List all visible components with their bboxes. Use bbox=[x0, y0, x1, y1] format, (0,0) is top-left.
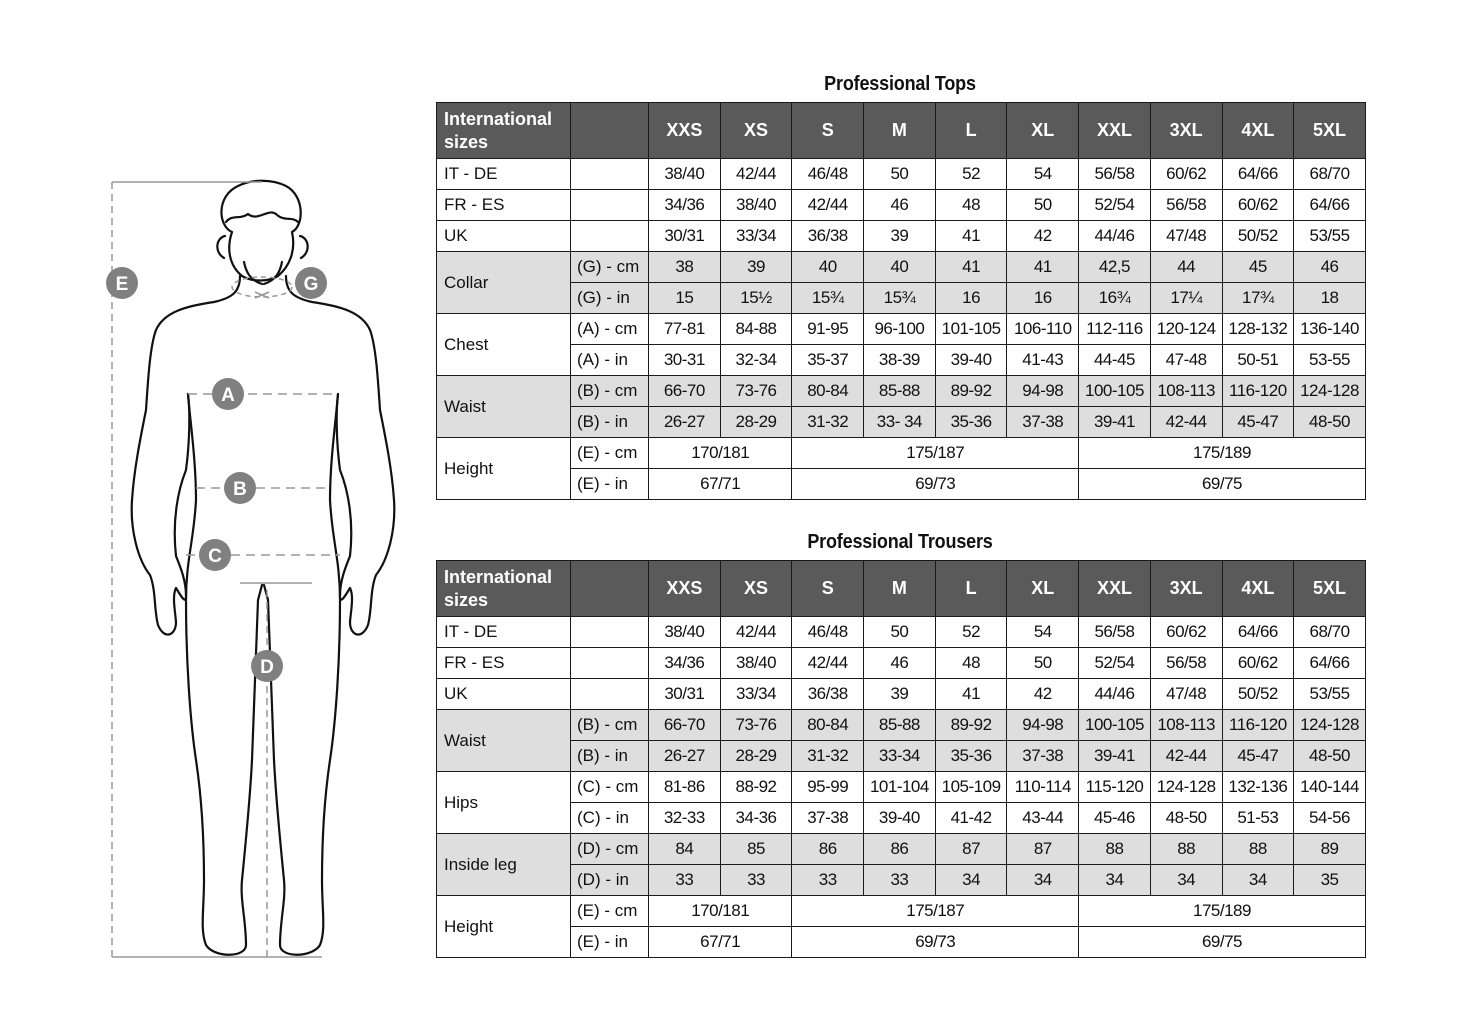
size-value: 94-98 bbox=[1007, 710, 1079, 741]
size-value: 66-70 bbox=[649, 710, 721, 741]
trousers-size-table bbox=[436, 560, 1366, 958]
size-value: 43-44 bbox=[1007, 803, 1079, 834]
size-value: 60/62 bbox=[1150, 159, 1222, 190]
table-row bbox=[437, 314, 1366, 345]
size-value: 110-114 bbox=[1007, 772, 1079, 803]
size-value: 88 bbox=[1222, 834, 1294, 865]
size-header-4xl: 4XL bbox=[1222, 103, 1294, 159]
size-value: 47/48 bbox=[1150, 679, 1222, 710]
size-value: 39 bbox=[864, 221, 936, 252]
measure-label-D bbox=[251, 650, 283, 682]
size-value: 34 bbox=[1079, 865, 1151, 896]
size-value: 46/48 bbox=[792, 617, 864, 648]
table-row bbox=[437, 221, 1366, 252]
table-row bbox=[437, 376, 1366, 407]
size-value: 140-144 bbox=[1294, 772, 1366, 803]
header-label: International sizes bbox=[437, 561, 571, 617]
size-value: 42/44 bbox=[792, 190, 864, 221]
size-value: 56/58 bbox=[1079, 617, 1151, 648]
size-header-3xl: 3XL bbox=[1150, 103, 1222, 159]
size-value: 128-132 bbox=[1222, 314, 1294, 345]
size-value: 64/66 bbox=[1222, 617, 1294, 648]
size-value: 124-128 bbox=[1294, 376, 1366, 407]
row-unit bbox=[571, 190, 649, 221]
size-value: 33/34 bbox=[720, 679, 792, 710]
size-value: 44-45 bbox=[1079, 345, 1151, 376]
size-value: 38 bbox=[649, 252, 721, 283]
height-value: 67/71 bbox=[649, 927, 792, 958]
size-value: 35-36 bbox=[935, 741, 1007, 772]
size-value: 45-47 bbox=[1222, 407, 1294, 438]
size-value: 68/70 bbox=[1294, 617, 1366, 648]
row-unit: (A) - cm bbox=[571, 314, 649, 345]
size-value: 88-92 bbox=[720, 772, 792, 803]
size-header-xl: XL bbox=[1007, 103, 1079, 159]
size-value: 38/40 bbox=[649, 159, 721, 190]
row-unit: (B) - in bbox=[571, 741, 649, 772]
size-value: 48-50 bbox=[1150, 803, 1222, 834]
size-value: 42-44 bbox=[1150, 741, 1222, 772]
size-value: 40 bbox=[792, 252, 864, 283]
table-header-row bbox=[437, 103, 1366, 159]
size-value: 80-84 bbox=[792, 710, 864, 741]
size-value: 101-104 bbox=[864, 772, 936, 803]
size-value: 39-41 bbox=[1079, 741, 1151, 772]
size-value: 42,5 bbox=[1079, 252, 1151, 283]
size-value: 64/66 bbox=[1294, 648, 1366, 679]
size-value: 39 bbox=[864, 679, 936, 710]
row-unit bbox=[571, 679, 649, 710]
size-value: 30/31 bbox=[649, 221, 721, 252]
height-value: 69/75 bbox=[1079, 469, 1366, 500]
size-header-5xl: 5XL bbox=[1294, 103, 1366, 159]
size-value: 15½ bbox=[720, 283, 792, 314]
row-unit: (D) - in bbox=[571, 865, 649, 896]
size-value: 17¼ bbox=[1150, 283, 1222, 314]
table-row bbox=[437, 803, 1366, 834]
size-value: 42/44 bbox=[792, 648, 864, 679]
size-value: 86 bbox=[792, 834, 864, 865]
size-value: 108-113 bbox=[1150, 710, 1222, 741]
table-row bbox=[437, 190, 1366, 221]
size-value: 34 bbox=[1150, 865, 1222, 896]
size-value: 44/46 bbox=[1079, 679, 1151, 710]
row-unit: (D) - cm bbox=[571, 834, 649, 865]
size-value: 60/62 bbox=[1150, 617, 1222, 648]
size-value: 41-43 bbox=[1007, 345, 1079, 376]
header-unit-blank bbox=[571, 561, 649, 617]
size-value: 42/44 bbox=[720, 159, 792, 190]
size-value: 68/70 bbox=[1294, 159, 1366, 190]
body-outline bbox=[132, 181, 395, 955]
row-unit: (E) - in bbox=[571, 927, 649, 958]
row-category: Collar bbox=[437, 252, 571, 314]
row-category: FR - ES bbox=[437, 190, 571, 221]
size-header-xxs: XXS bbox=[649, 561, 721, 617]
size-value: 86 bbox=[864, 834, 936, 865]
table-row bbox=[437, 648, 1366, 679]
size-value: 33- 34 bbox=[864, 407, 936, 438]
size-value: 96-100 bbox=[864, 314, 936, 345]
size-value: 80-84 bbox=[792, 376, 864, 407]
height-value: 175/189 bbox=[1079, 438, 1366, 469]
size-value: 15¾ bbox=[864, 283, 936, 314]
row-category: Waist bbox=[437, 710, 571, 772]
size-value: 100-105 bbox=[1079, 376, 1151, 407]
row-category: Hips bbox=[437, 772, 571, 834]
size-value: 54-56 bbox=[1294, 803, 1366, 834]
size-value: 105-109 bbox=[935, 772, 1007, 803]
size-value: 50-51 bbox=[1222, 345, 1294, 376]
size-value: 39-41 bbox=[1079, 407, 1151, 438]
size-value: 39-40 bbox=[935, 345, 1007, 376]
table-row bbox=[437, 159, 1366, 190]
size-value: 73-76 bbox=[720, 376, 792, 407]
table-row bbox=[437, 896, 1366, 927]
measure-label-A bbox=[212, 378, 244, 410]
svg-text:B: B bbox=[233, 479, 247, 500]
size-value: 89-92 bbox=[935, 376, 1007, 407]
table-row bbox=[437, 772, 1366, 803]
size-value: 89 bbox=[1294, 834, 1366, 865]
size-value: 94-98 bbox=[1007, 376, 1079, 407]
size-header-xl: XL bbox=[1007, 561, 1079, 617]
row-category: Height bbox=[437, 896, 571, 958]
size-value: 73-76 bbox=[720, 710, 792, 741]
size-value: 38-39 bbox=[864, 345, 936, 376]
size-value: 56/58 bbox=[1079, 159, 1151, 190]
size-value: 41 bbox=[1007, 252, 1079, 283]
size-value: 112-116 bbox=[1079, 314, 1151, 345]
size-value: 46 bbox=[1294, 252, 1366, 283]
size-value: 50 bbox=[864, 159, 936, 190]
size-value: 56/58 bbox=[1150, 190, 1222, 221]
size-value: 33-34 bbox=[864, 741, 936, 772]
size-value: 48 bbox=[935, 648, 1007, 679]
size-value: 116-120 bbox=[1222, 710, 1294, 741]
row-unit: (A) - in bbox=[571, 345, 649, 376]
size-value: 16 bbox=[1007, 283, 1079, 314]
size-value: 41 bbox=[935, 679, 1007, 710]
size-value: 85-88 bbox=[864, 376, 936, 407]
size-value: 36/38 bbox=[792, 679, 864, 710]
measure-label-C bbox=[199, 539, 231, 571]
size-value: 50 bbox=[1007, 190, 1079, 221]
table-row bbox=[437, 469, 1366, 500]
header-unit-blank bbox=[571, 103, 649, 159]
size-value: 52 bbox=[935, 159, 1007, 190]
size-value: 101-105 bbox=[935, 314, 1007, 345]
size-value: 42 bbox=[1007, 221, 1079, 252]
size-value: 64/66 bbox=[1222, 159, 1294, 190]
size-value: 35-36 bbox=[935, 407, 1007, 438]
size-value: 37-38 bbox=[1007, 741, 1079, 772]
row-category: IT - DE bbox=[437, 617, 571, 648]
height-value: 175/187 bbox=[792, 438, 1079, 469]
size-value: 42 bbox=[1007, 679, 1079, 710]
size-value: 47/48 bbox=[1150, 221, 1222, 252]
size-value: 100-105 bbox=[1079, 710, 1151, 741]
size-value: 46 bbox=[864, 648, 936, 679]
size-header-xxl: XXL bbox=[1079, 561, 1151, 617]
height-value: 170/181 bbox=[649, 438, 792, 469]
table-row bbox=[437, 834, 1366, 865]
size-value: 108-113 bbox=[1150, 376, 1222, 407]
height-value: 170/181 bbox=[649, 896, 792, 927]
size-value: 89-92 bbox=[935, 710, 1007, 741]
size-value: 115-120 bbox=[1079, 772, 1151, 803]
size-value: 85 bbox=[720, 834, 792, 865]
size-value: 46/48 bbox=[792, 159, 864, 190]
table-row bbox=[437, 283, 1366, 314]
size-value: 124-128 bbox=[1294, 710, 1366, 741]
size-value: 53/55 bbox=[1294, 679, 1366, 710]
table-row bbox=[437, 252, 1366, 283]
header-label: International sizes bbox=[437, 103, 571, 159]
row-unit: (B) - cm bbox=[571, 710, 649, 741]
size-value: 52 bbox=[935, 617, 1007, 648]
row-category: UK bbox=[437, 221, 571, 252]
size-value: 34 bbox=[1222, 865, 1294, 896]
measure-label-E bbox=[106, 267, 138, 299]
size-value: 132-136 bbox=[1222, 772, 1294, 803]
svg-text:G: G bbox=[303, 274, 319, 295]
size-value: 18 bbox=[1294, 283, 1366, 314]
size-value: 38/40 bbox=[720, 648, 792, 679]
size-value: 87 bbox=[1007, 834, 1079, 865]
size-value: 56/58 bbox=[1150, 648, 1222, 679]
size-value: 34 bbox=[935, 865, 1007, 896]
measure-label-B bbox=[224, 472, 256, 504]
size-value: 42/44 bbox=[720, 617, 792, 648]
size-value: 46 bbox=[864, 190, 936, 221]
size-value: 51-53 bbox=[1222, 803, 1294, 834]
table-row bbox=[437, 741, 1366, 772]
size-value: 31-32 bbox=[792, 741, 864, 772]
size-header-xs: XS bbox=[720, 561, 792, 617]
size-value: 66-70 bbox=[649, 376, 721, 407]
svg-text:E: E bbox=[115, 274, 129, 295]
tops-table-title: Professional Tops bbox=[824, 73, 976, 95]
row-unit: (G) - in bbox=[571, 283, 649, 314]
size-value: 36/38 bbox=[792, 221, 864, 252]
size-value: 34/36 bbox=[649, 648, 721, 679]
size-header-3xl: 3XL bbox=[1150, 561, 1222, 617]
size-header-l: L bbox=[935, 103, 1007, 159]
size-value: 45 bbox=[1222, 252, 1294, 283]
size-value: 84 bbox=[649, 834, 721, 865]
size-value: 28-29 bbox=[720, 407, 792, 438]
size-value: 136-140 bbox=[1294, 314, 1366, 345]
svg-text:D: D bbox=[260, 657, 274, 678]
table-row bbox=[437, 617, 1366, 648]
height-value: 69/73 bbox=[792, 469, 1079, 500]
row-unit bbox=[571, 159, 649, 190]
table-row bbox=[437, 345, 1366, 376]
table-row bbox=[437, 927, 1366, 958]
size-value: 48-50 bbox=[1294, 407, 1366, 438]
size-value: 33 bbox=[649, 865, 721, 896]
size-value: 30/31 bbox=[649, 679, 721, 710]
size-header-4xl: 4XL bbox=[1222, 561, 1294, 617]
size-value: 34 bbox=[1007, 865, 1079, 896]
row-unit: (B) - in bbox=[571, 407, 649, 438]
size-value: 26-27 bbox=[649, 407, 721, 438]
size-header-s: S bbox=[792, 561, 864, 617]
row-unit: (C) - in bbox=[571, 803, 649, 834]
size-value: 31-32 bbox=[792, 407, 864, 438]
row-category: Height bbox=[437, 438, 571, 500]
size-value: 41-42 bbox=[935, 803, 1007, 834]
size-value: 38/40 bbox=[649, 617, 721, 648]
size-value: 116-120 bbox=[1222, 376, 1294, 407]
size-value: 33 bbox=[720, 865, 792, 896]
row-unit bbox=[571, 617, 649, 648]
size-value: 34/36 bbox=[649, 190, 721, 221]
row-unit: (G) - cm bbox=[571, 252, 649, 283]
size-value: 88 bbox=[1150, 834, 1222, 865]
size-header-xxs: XXS bbox=[649, 103, 721, 159]
size-value: 44/46 bbox=[1079, 221, 1151, 252]
size-value: 15¾ bbox=[792, 283, 864, 314]
size-value: 32-33 bbox=[649, 803, 721, 834]
size-value: 16¾ bbox=[1079, 283, 1151, 314]
size-value: 95-99 bbox=[792, 772, 864, 803]
size-value: 45-47 bbox=[1222, 741, 1294, 772]
row-category: IT - DE bbox=[437, 159, 571, 190]
svg-text:C: C bbox=[208, 546, 222, 567]
size-value: 53-55 bbox=[1294, 345, 1366, 376]
size-value: 48-50 bbox=[1294, 741, 1366, 772]
height-value: 69/73 bbox=[792, 927, 1079, 958]
size-header-xs: XS bbox=[720, 103, 792, 159]
size-value: 35-37 bbox=[792, 345, 864, 376]
size-value: 33 bbox=[864, 865, 936, 896]
table-row bbox=[437, 710, 1366, 741]
size-value: 40 bbox=[864, 252, 936, 283]
size-value: 85-88 bbox=[864, 710, 936, 741]
size-value: 87 bbox=[935, 834, 1007, 865]
size-value: 54 bbox=[1007, 617, 1079, 648]
row-unit: (B) - cm bbox=[571, 376, 649, 407]
size-value: 42-44 bbox=[1150, 407, 1222, 438]
size-value: 30-31 bbox=[649, 345, 721, 376]
row-unit: (E) - cm bbox=[571, 438, 649, 469]
size-value: 35 bbox=[1294, 865, 1366, 896]
table-header-row bbox=[437, 561, 1366, 617]
size-value: 50 bbox=[864, 617, 936, 648]
body-measurement-figure bbox=[95, 170, 425, 970]
size-value: 106-110 bbox=[1007, 314, 1079, 345]
row-unit: (C) - cm bbox=[571, 772, 649, 803]
height-value: 67/71 bbox=[649, 469, 792, 500]
size-value: 77-81 bbox=[649, 314, 721, 345]
size-value: 34-36 bbox=[720, 803, 792, 834]
size-header-5xl: 5XL bbox=[1294, 561, 1366, 617]
size-value: 41 bbox=[935, 221, 1007, 252]
measure-label-G bbox=[295, 267, 327, 299]
size-value: 50/52 bbox=[1222, 679, 1294, 710]
size-value: 88 bbox=[1079, 834, 1151, 865]
size-value: 33 bbox=[792, 865, 864, 896]
row-category: UK bbox=[437, 679, 571, 710]
size-value: 16 bbox=[935, 283, 1007, 314]
size-value: 33/34 bbox=[720, 221, 792, 252]
size-value: 41 bbox=[935, 252, 1007, 283]
size-header-s: S bbox=[792, 103, 864, 159]
size-value: 47-48 bbox=[1150, 345, 1222, 376]
table-row bbox=[437, 865, 1366, 896]
row-category: Chest bbox=[437, 314, 571, 376]
height-value: 175/189 bbox=[1079, 896, 1366, 927]
size-value: 28-29 bbox=[720, 741, 792, 772]
size-value: 37-38 bbox=[1007, 407, 1079, 438]
size-value: 53/55 bbox=[1294, 221, 1366, 252]
size-value: 39-40 bbox=[864, 803, 936, 834]
size-value: 32-34 bbox=[720, 345, 792, 376]
svg-text:A: A bbox=[221, 385, 235, 406]
size-value: 91-95 bbox=[792, 314, 864, 345]
row-category: FR - ES bbox=[437, 648, 571, 679]
size-value: 38/40 bbox=[720, 190, 792, 221]
row-category: Inside leg bbox=[437, 834, 571, 896]
row-category: Waist bbox=[437, 376, 571, 438]
row-unit bbox=[571, 221, 649, 252]
size-value: 64/66 bbox=[1294, 190, 1366, 221]
size-value: 60/62 bbox=[1222, 190, 1294, 221]
size-value: 60/62 bbox=[1222, 648, 1294, 679]
size-value: 124-128 bbox=[1150, 772, 1222, 803]
trousers-table-title: Professional Trousers bbox=[807, 531, 993, 553]
size-value: 39 bbox=[720, 252, 792, 283]
tops-size-table bbox=[436, 102, 1366, 500]
row-unit: (E) - in bbox=[571, 469, 649, 500]
size-value: 50/52 bbox=[1222, 221, 1294, 252]
row-unit: (E) - cm bbox=[571, 896, 649, 927]
row-unit bbox=[571, 648, 649, 679]
size-value: 120-124 bbox=[1150, 314, 1222, 345]
size-header-xxl: XXL bbox=[1079, 103, 1151, 159]
size-value: 50 bbox=[1007, 648, 1079, 679]
size-value: 26-27 bbox=[649, 741, 721, 772]
size-value: 15 bbox=[649, 283, 721, 314]
size-value: 81-86 bbox=[649, 772, 721, 803]
size-value: 54 bbox=[1007, 159, 1079, 190]
size-value: 37-38 bbox=[792, 803, 864, 834]
table-row bbox=[437, 438, 1366, 469]
height-value: 175/187 bbox=[792, 896, 1079, 927]
table-row bbox=[437, 407, 1366, 438]
size-value: 17¾ bbox=[1222, 283, 1294, 314]
size-header-m: M bbox=[864, 561, 936, 617]
size-header-l: L bbox=[935, 561, 1007, 617]
size-value: 52/54 bbox=[1079, 190, 1151, 221]
size-header-m: M bbox=[864, 103, 936, 159]
size-value: 48 bbox=[935, 190, 1007, 221]
size-value: 44 bbox=[1150, 252, 1222, 283]
size-value: 84-88 bbox=[720, 314, 792, 345]
height-value: 69/75 bbox=[1079, 927, 1366, 958]
size-value: 52/54 bbox=[1079, 648, 1151, 679]
table-row bbox=[437, 679, 1366, 710]
size-value: 45-46 bbox=[1079, 803, 1151, 834]
